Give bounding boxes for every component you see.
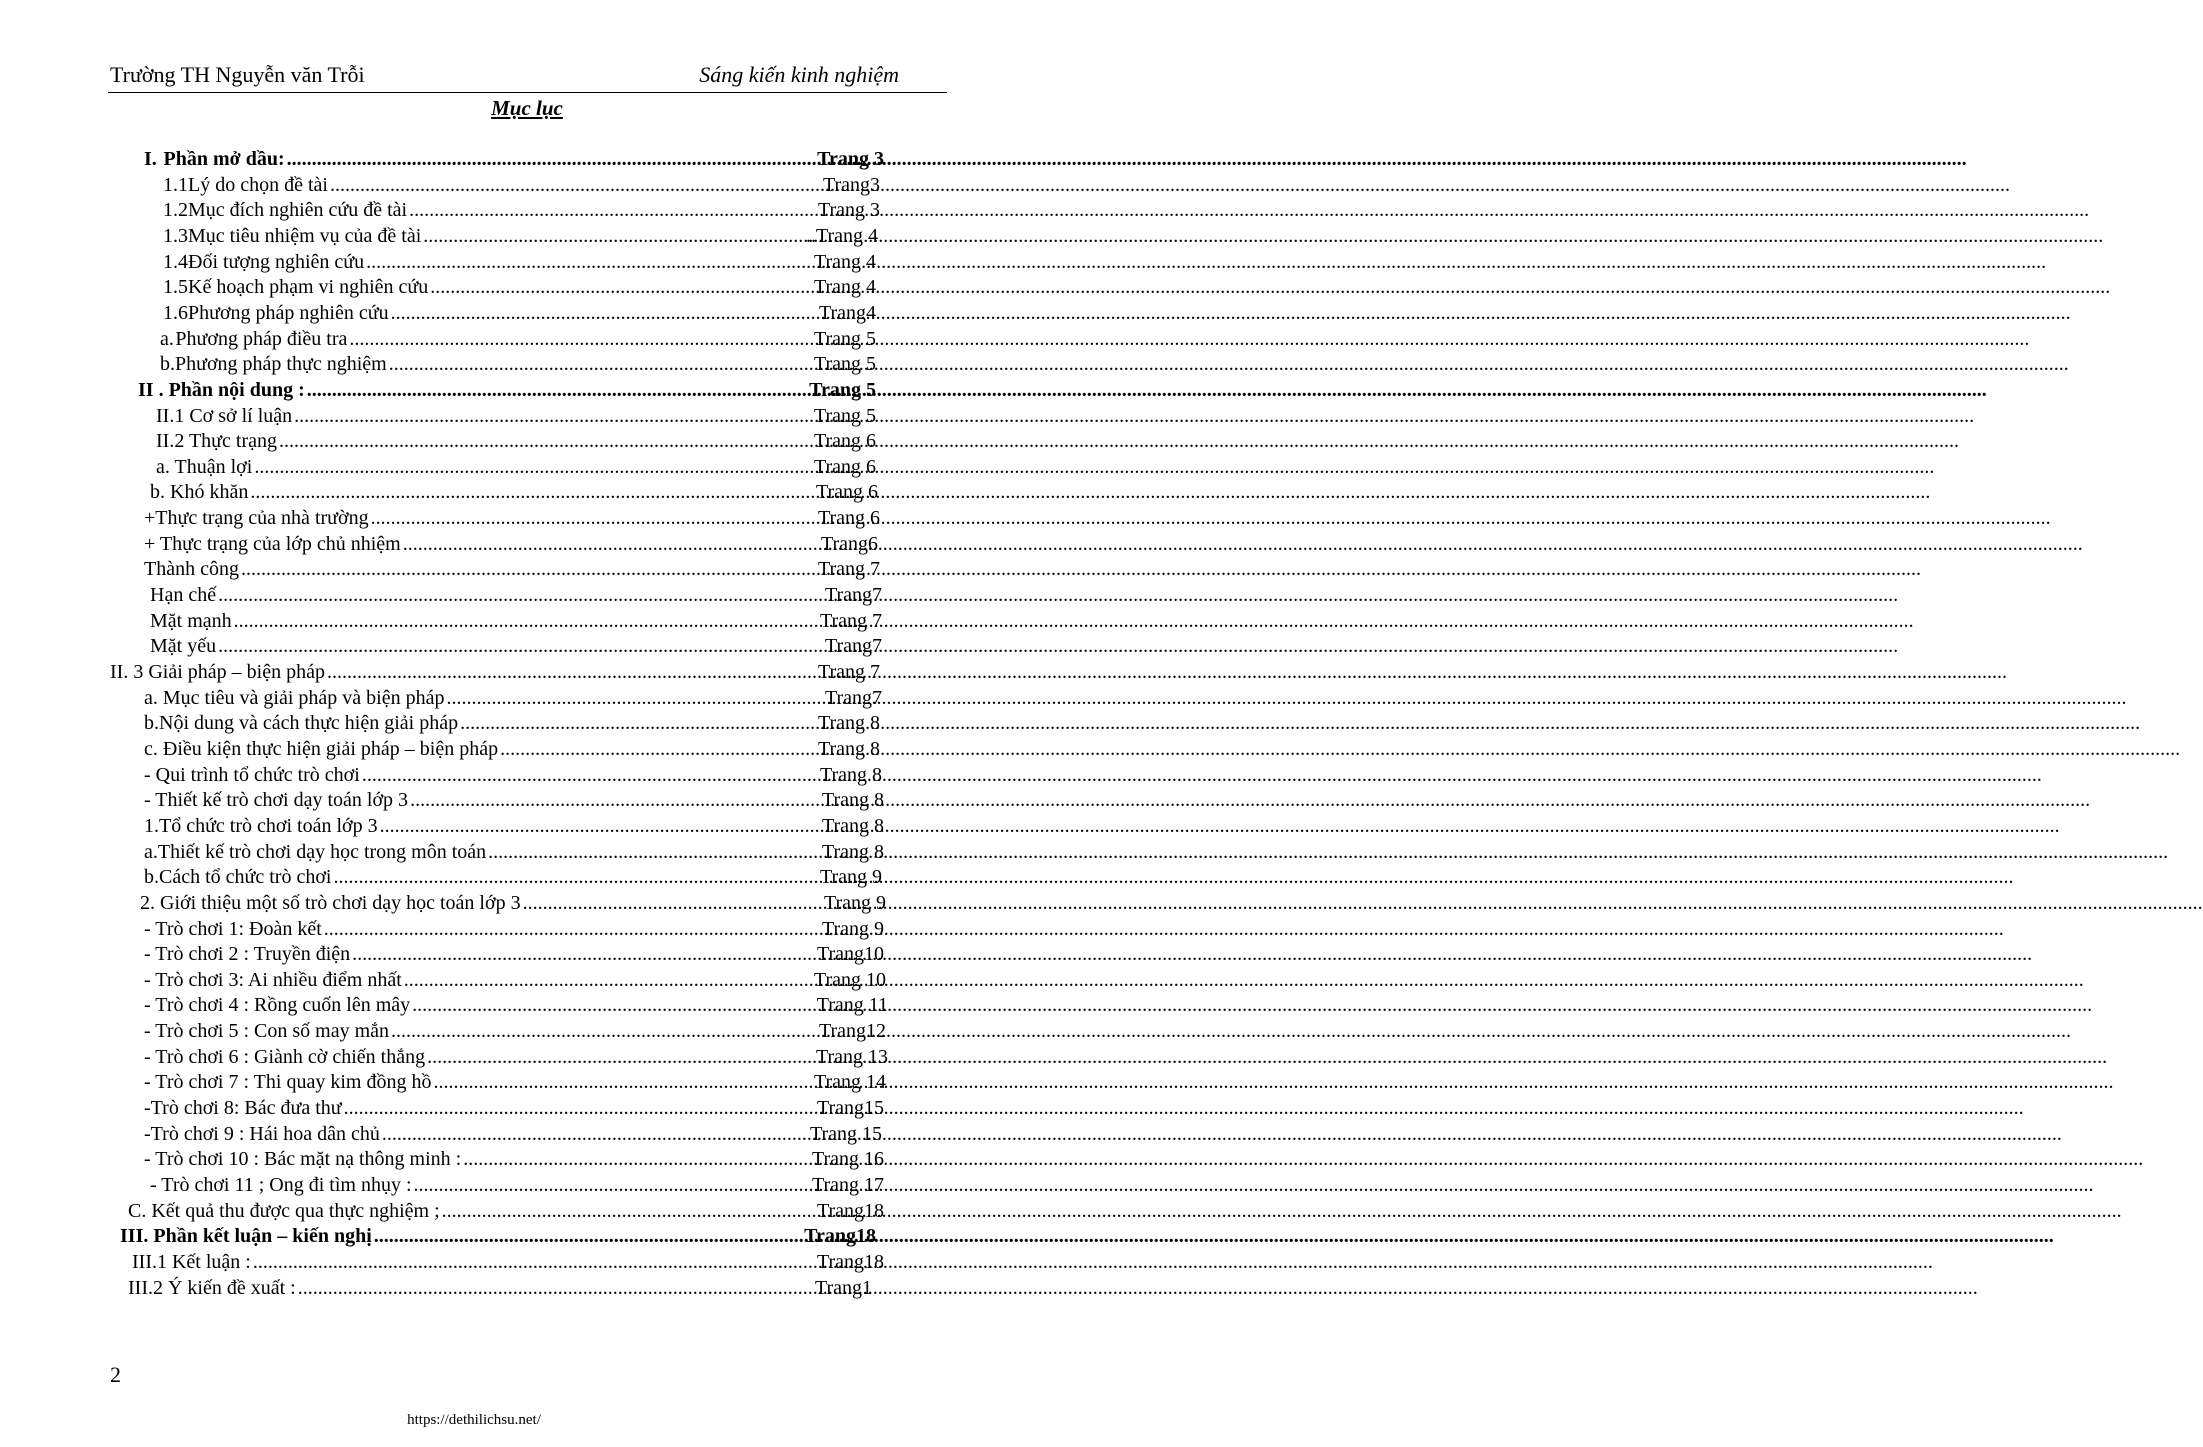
toc-entry [144,789,884,815]
toc-entry-page: Trang 8 [821,814,884,837]
toc-leader-dots [427,1046,814,1069]
toc-entry-page: Trang 8 [819,763,882,786]
toc-leader-dots [349,328,812,351]
toc-entry-label: 2. Giới thiệu một số trò chơi dạy học toán lớp 3 [140,891,521,914]
toc-entry [163,225,878,251]
toc-leader-dots [352,943,815,966]
toc-entry [144,841,884,867]
toc-leader-dots [327,661,816,684]
toc-leader-dots [218,635,823,658]
toc-entry-page: Trang12 [818,1020,886,1043]
toc-entry [144,148,884,174]
toc-entry-label: III. Phần kết luận – kiến nghị [120,1225,372,1248]
toc-entry [132,1251,884,1277]
toc-entry [144,1097,884,1123]
toc-entry-label: Lý do chọn đề tài [188,173,328,196]
toc-entry-page: Trang 10 [813,968,886,991]
toc-leader-dots [307,379,807,402]
toc-entry-page: Trang18 [816,1250,884,1273]
toc-entry [144,866,882,892]
toc-entry-page: Trang18 [816,1199,884,1222]
toc-entry-page: Trang6 [820,532,878,555]
toc-entry-label: -Trò chơi 9 : Hái hoa dân chủ [144,1122,380,1145]
toc-entry [144,1046,888,1072]
toc-entry-page: Trang 4 [813,250,876,273]
toc-leader-dots [374,1225,802,1248]
toc-entry-number: 1.3 [163,224,188,247]
toc-entry [163,251,876,277]
toc-entry-page: Trang 11 [816,994,888,1017]
toc-entry-label: - Trò chơi 7 : Thi quay kim đồng hồ [144,1071,432,1094]
toc-entry-label: 1.Tổ chức trò chơi toán lớp 3 [144,814,378,837]
toc-entry-label: Mục tiêu nhiệm vụ của đề tài [188,224,422,247]
toc-leader-dots [403,533,819,556]
toc-entry-page: Trang 9 [821,917,884,940]
toc-leader-dots [404,969,812,992]
toc-entry-page: Trang 8 [821,840,884,863]
toc-entry-page: Trang 3 [817,199,880,222]
toc-entry-page: Trang 16 [811,1148,884,1171]
toc-entry-page: Trang 6 [813,430,876,453]
toc-leader-dots [344,1097,815,1120]
toc-entry [144,533,878,559]
toc-entry-page: Trang 15 [809,1122,882,1145]
header-rule [108,92,947,93]
toc-entry-label: III.1 Kết luận : [132,1250,251,1273]
toc-entry-label: + Thực trạng của lớp chủ nhiệm [144,532,401,555]
toc-entry-page: Trang 5 [813,404,876,427]
toc-entry-page: Trang3 [822,173,880,196]
page-title: Mục lục [491,96,563,120]
toc-entry [163,174,880,200]
toc-entry [120,1225,876,1251]
toc-leader-dots [409,199,816,222]
toc-leader-dots [294,405,812,428]
toc-entry-page: Trang15 [816,1097,884,1120]
toc-entry-page: Trang 5 [809,378,876,401]
toc-entry-label: II. 3 Giải pháp – biện pháp [110,661,325,683]
toc-leader-dots [279,430,812,453]
toc-leader-dots [241,558,816,581]
toc-entry-page: Trang 7 [817,661,880,683]
toc-entry-page: Trang 9 [823,891,886,914]
toc-entry-page: Trang 14 [813,1071,886,1094]
toc-leader-dots [523,892,822,915]
toc-entry-number: 1.6 [163,301,188,324]
toc-entry-label: - Trò chơi 10 : Bác mặt nạ thông minh : [144,1148,462,1171]
toc-entry-label: Phương pháp thực nghiệm [175,353,387,376]
toc-leader-dots [380,815,820,838]
toc-entry-label: II.1 Cơ sở lí luận [156,404,293,427]
toc-leader-dots [382,1123,808,1146]
toc-entry-label: a. Mục tiêu và giải pháp và biện pháp [144,686,445,709]
toc-entry-number: a. [160,327,174,350]
toc-entry-page: Trang 5 [813,353,876,376]
toc-entry-label: - Trò chơi 11 ; Ong đi tìm nhụy : [150,1174,412,1196]
toc-entry [150,584,882,610]
toc-leader-dots [362,764,818,787]
toc-leader-dots [287,148,816,171]
toc-entry-page: Trang7 [824,584,882,607]
toc-leader-dots [371,507,816,530]
toc-entry-label: c. Điều kiện thực hiện giải pháp – biện pháp [144,737,499,760]
toc-entry [150,1174,884,1200]
toc-leader-dots [389,353,812,376]
toc-leader-dots [423,225,804,248]
toc-leader-dots [330,174,821,197]
toc-entry [160,328,876,354]
toc-entry-number: 1.5 [163,276,188,299]
toc-leader-dots [391,1020,817,1043]
footer-url: https://dethilichsu.net/ [407,1412,541,1428]
toc-entry-page: Trang 13 [815,1045,888,1068]
toc-entry-label: b.Cách tổ chức trò chơi [144,866,332,889]
toc-entry [156,405,876,431]
toc-entry-label: Thành công [144,558,239,581]
toc-entry-label: b.Nội dung và cách thực hiện giải pháp [144,712,459,735]
toc-entry-page: Trang 8 [817,737,880,760]
toc-entry-label: - Trò chơi 2 : Truyền điện [144,943,351,966]
toc-entry [150,481,878,507]
toc-entry-page: Trang 4 [813,276,876,299]
toc-entry-label: Mặt mạnh [150,609,232,632]
toc-entry-label: Kế hoạch phạm vi nghiên cứu [188,276,429,299]
toc-entry-label: C. Kết quả thu được qua thực nghiệm ; [128,1199,440,1222]
toc-leader-dots [500,738,816,761]
toc-leader-dots [250,481,814,504]
toc-entry-label: - Qui trình tổ chức trò chơi [144,763,360,786]
toc-entry-page: Trang1 [814,1276,872,1299]
toc-entry-number: 1.2 [163,199,188,222]
header-doc-type: Sáng kiến kinh nghiệm [699,62,899,87]
toc-entry-label: Phương pháp nghiên cứu [188,301,389,324]
toc-entry-page: ..Trang 4 [805,224,878,247]
toc-leader-dots [218,584,823,607]
toc-entry-label: II . Phần nội dung : [138,378,305,401]
toc-entry-label: - Trò chơi 1: Đoàn kết [144,917,322,940]
toc-entry [160,353,876,379]
toc-leader-dots [254,456,812,479]
toc-leader-dots [460,712,816,735]
toc-entry-label: - Thiết kế trò chơi dạy toán lớp 3 [144,789,409,812]
toc-entry-page: Trang 3 [817,148,884,170]
toc-entry-label: b. Khó khăn [150,481,249,504]
toc-leader-dots [366,251,812,274]
toc-leader-dots [298,1277,813,1300]
toc-entry-label: Phương pháp điều tra [175,327,348,350]
toc-entry-page: Trang 6 [817,507,880,530]
toc-entry-page: Trang 6 [815,481,878,504]
toc-entry [150,635,882,661]
toc-entry [156,430,876,456]
toc-entry [144,764,882,790]
toc-entry [140,892,886,918]
toc-entry [138,379,876,405]
toc-entry-label: +Thực trạng của nhà trường [144,507,369,530]
toc-entry-page: Trang 7 [817,558,880,581]
toc-entry-label: Phần mở dầu: [163,148,285,170]
toc-leader-dots [253,1251,815,1274]
toc-entry [144,712,880,738]
toc-entry-label: Hạn chế [150,584,217,607]
header-school: Trường TH Nguyễn văn Trỗi [110,62,365,87]
toc-entry [163,276,876,302]
toc-entry [144,994,888,1020]
toc-entry-label: III.2 Ý kiến đề xuất : [128,1276,296,1299]
toc-entry [144,1148,884,1174]
toc-entry-number: 1.4 [163,250,188,273]
toc-leader-dots [433,1071,811,1094]
toc-leader-dots [442,1200,815,1223]
toc-leader-dots [391,302,817,325]
toc-entry [144,1123,882,1149]
toc-entry-page: Trang18 [804,1225,876,1248]
toc-leader-dots [446,687,822,710]
toc-entry-page: Trang 9 [819,866,882,889]
toc-leader-dots [414,1174,810,1197]
toc-entry-page: Trang7 [824,635,882,658]
toc-entry-label: - Trò chơi 6 : Giành cờ chiến thắng [144,1045,426,1068]
toc-entry-number: b. [160,353,175,376]
toc-entry-page: Trang4 [818,301,876,324]
toc-entry-label: - Trò chơi 4 : Rồng cuốn lên mây [144,994,411,1017]
toc-entry-label: Mục đích nghiên cứu đề tài [188,199,408,222]
toc-entry-number: 1.1 [163,173,188,196]
toc-entry [144,507,880,533]
toc-entry [150,610,882,636]
toc-leader-dots [234,610,818,633]
toc-leader-dots [324,918,820,941]
toc-entry-number: I. [144,148,157,170]
toc-leader-dots [412,994,815,1017]
toc-entry [163,199,880,225]
toc-entry-label: II.2 Thực trạng [156,430,277,453]
toc-entry-label: - Trò chơi 3: Ai nhiều điểm nhất [144,968,402,991]
toc-entry [128,1277,872,1303]
toc-entry [144,1071,886,1097]
toc-entry [110,661,880,687]
toc-entry [156,456,876,482]
toc-entry [144,558,880,584]
toc-entry-label: a.Thiết kế trò chơi dạy học trong môn toán [144,840,487,863]
toc-entry [144,1020,886,1046]
toc-entry-page: Trang 8 [817,712,880,735]
toc-entry-page: Trang 7 [819,609,882,632]
toc-entry-label: Đối tượng nghiên cứu [188,250,365,273]
toc-entry [128,1200,884,1226]
toc-entry-label: Mặt yếu [150,635,217,658]
toc-leader-dots [410,789,820,812]
toc-entry [144,687,882,713]
toc-entry [144,738,880,764]
toc-entry-label: a. Thuận lợi [156,455,253,478]
toc-entry [163,302,876,328]
toc-leader-dots [463,1148,810,1171]
toc-entry-page: Trang10 [816,943,884,966]
toc-entry-label: -Trò chơi 8: Bác đưa thư [144,1097,342,1120]
toc-entry [144,815,884,841]
toc-entry-page: Trang 6 [813,455,876,478]
toc-entry [144,969,886,995]
toc-leader-dots [430,276,812,299]
toc-leader-dots [488,841,820,864]
toc-entry [144,918,884,944]
page-number: 2 [110,1362,121,1387]
toc-entry-page: Trang 8 [821,789,884,812]
toc-entry-page: Trang 5 [813,327,876,350]
toc-entry-label: - Trò chơi 5 : Con số may mắn [144,1020,390,1043]
toc-entry [144,943,884,969]
toc-entry-page: Trang 17 [811,1174,884,1196]
toc-entry-page: Trang7 [824,686,882,709]
toc-leader-dots [333,866,817,889]
